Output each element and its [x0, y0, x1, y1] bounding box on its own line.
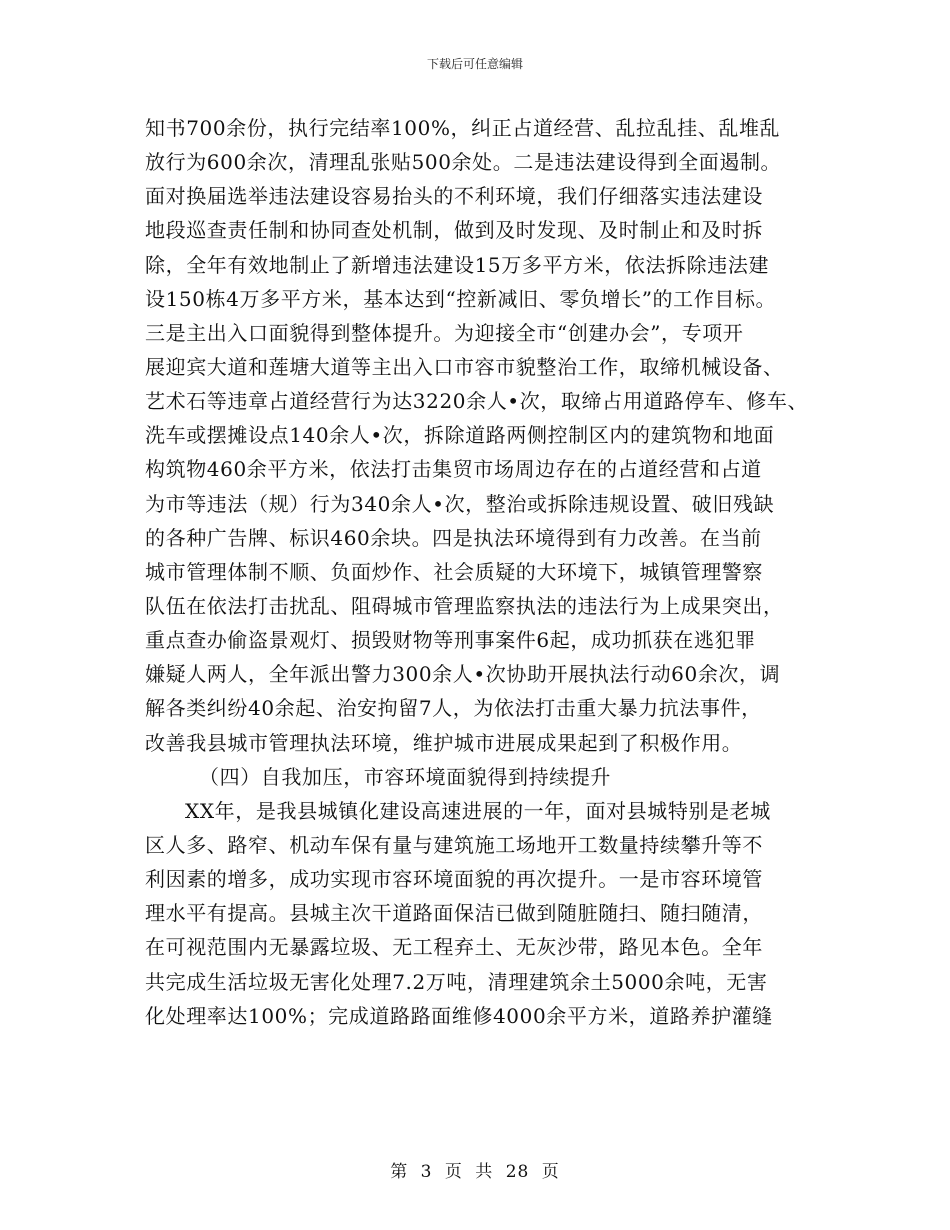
text-line: 改善我县城市管理执法环境，维护城市进展成果起到了积极作用。: [145, 730, 743, 755]
text-line: 的各种广告牌、标识460余块。四是执法环境得到有力改善。在当前: [145, 525, 762, 550]
text-line: 除，全年有效地制止了新增违法建设15万多平方米，依法拆除违法建: [145, 252, 770, 277]
text-line: 队伍在依法打击扰乱、阻碍城市管理监察执法的违法行为上成果突出，: [145, 593, 784, 618]
page-unit: 页: [444, 1162, 463, 1182]
text-line: 在可视范围内无暴露垃圾、无工程弃土、无灰沙带，路见本色。全年: [145, 935, 763, 960]
text-line: 构筑物460余平方米，依法打击集贸市场周边存在的占道经营和占道: [145, 457, 762, 482]
text-line: 化处理率达100%；完成道路路面维修4000余平方米，道路养护灌缝: [145, 1003, 773, 1028]
text-line: 设150栋4万多平方米，基本达到“控新减旧、零负增长”的工作目标。: [145, 286, 777, 311]
text-line: 为市等违法（规）行为340余人•次，整治或拆除违规设置、破旧残缺: [145, 491, 775, 516]
text-line: 艺术石等违章占道经营行为达3220余人•次，取缔占用道路停车、修车、: [145, 389, 809, 414]
text-line: 展迎宾大道和莲塘大道等主出入口市容市貌整治工作，取缔机械设备、: [145, 354, 784, 379]
text-line: 三是主出入口面貌得到整体提升。为迎接全市“创建办会”，专项开: [145, 320, 744, 345]
text-line: 区人多、路窄、机动车保有量与建筑施工场地开工数量持续攀升等不: [145, 832, 763, 857]
page-footer: [0, 1157, 950, 1182]
text-line: 城市管理体制不顺、负面炒作、社会质疑的大环境下，城镇管理警察: [145, 559, 763, 584]
page-word: 第: [390, 1162, 409, 1182]
text-line: 洗车或摆摊设点140余人•次，拆除道路两侧控制区内的建筑物和地面: [145, 423, 775, 448]
text-line: 重点查办偷盗景观灯、损毁财物等刑事案件6起，成功抓获在逃犯罪: [145, 628, 756, 653]
section-heading: （四）自我加压，市容环境面貌得到持续提升: [199, 764, 611, 789]
page-total: 28: [505, 1162, 530, 1182]
text-line: 利因素的增多，成功实现市容环境面貌的再次提升。一是市容环境管: [145, 867, 763, 892]
page-header: 下载后可任意编辑: [426, 57, 523, 71]
text-line: 嫌疑人两人，全年派出警力300余人•次协助开展执法行动60余次，调: [145, 662, 781, 687]
text-line: XX年，是我县城镇化建设高速进展的一年，面对县城特别是老城: [185, 798, 771, 823]
text-line: 共完成生活垃圾无害化处理7.2万吨，清理建筑余土5000余吨，无害: [145, 969, 768, 994]
total-unit: 页: [541, 1162, 560, 1182]
total-word: 共: [475, 1162, 494, 1182]
text-line: 解各类纠纷40余起、治安拘留7人，为依法打击重大暴力抗法事件，: [145, 696, 762, 721]
page-number: 3: [420, 1162, 433, 1182]
document-body: [145, 111, 835, 1033]
text-line: 理水平有提高。县城主次干道路面保洁已做到随脏随扫、随扫随清，: [145, 901, 763, 926]
text-line: 面对换届选举违法建设容易抬头的不利环境，我们仔细落实违法建设: [145, 184, 763, 209]
text-line: 知书700余份，执行完结率100%，纠正占道经营、乱拉乱挂、乱堆乱: [145, 116, 781, 140]
text-line: 放行为600余次，清理乱张贴500余处。二是违法建设得到全面遏制。: [145, 150, 782, 175]
text-line: 地段巡查责任制和协同查处机制，做到及时发现、及时制止和及时拆: [145, 218, 763, 243]
